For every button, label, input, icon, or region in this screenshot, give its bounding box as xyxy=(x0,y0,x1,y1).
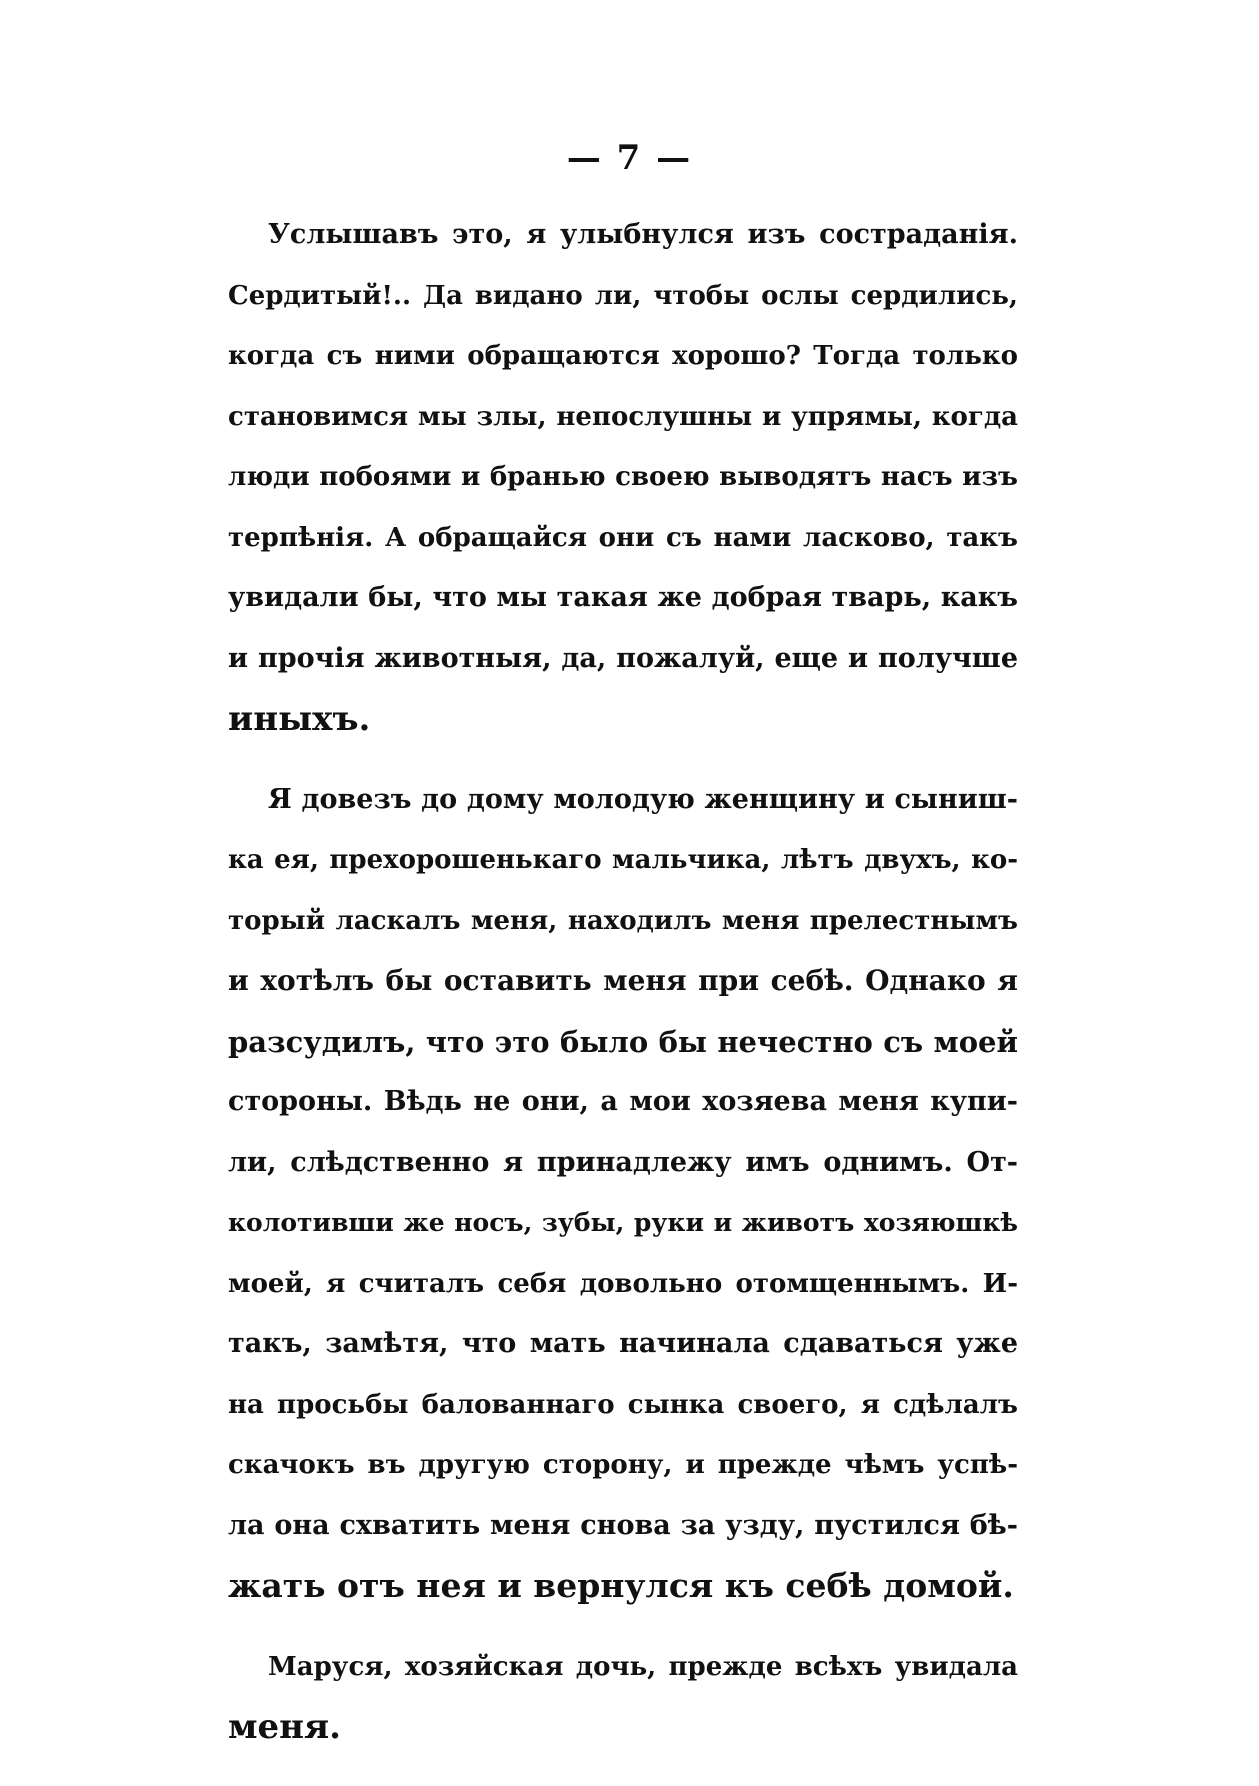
text-line: торый ласкалъ меня, находилъ меня прелестнымъ xyxy=(228,905,1018,936)
text-line: иныхъ. xyxy=(228,699,371,739)
text-line: жать отъ нея и вернулся къ себѣ домой. xyxy=(228,1566,1014,1605)
paragraph-gap xyxy=(228,1617,1018,1637)
text-line: скачокъ въ другую сторону, и прежде чѣмъ успѣ- xyxy=(228,1450,1018,1480)
text-line: Услышавъ это, я улыбнулся изъ состраданія. xyxy=(268,219,1018,250)
text-line: такъ, замѣтя, что мать начинала сдаваться уже xyxy=(228,1328,1018,1359)
text-line: люди побоями и бранью своею выводятъ насъ изъ xyxy=(228,462,1018,492)
paragraph-3 xyxy=(228,1637,1018,1758)
page-number: — 7 — xyxy=(566,138,693,178)
text-line: разсудилъ, что это было бы нечестно съ моей xyxy=(228,1024,1018,1059)
text-line: Я довезъ до дому молодую женщину и сыниш- xyxy=(268,783,1018,815)
text-line: когда съ ними обращаются хорошо? Тогда только xyxy=(228,341,1018,371)
paragraph-1 xyxy=(228,205,1018,750)
paragraph-2 xyxy=(228,770,1018,1617)
paragraph-gap xyxy=(228,750,1018,770)
text-line: стороны. Вѣдь не они, а мои хозяева меня купи- xyxy=(228,1086,1018,1117)
text-line: моей, я считалъ себя довольно отомщеннымъ. И- xyxy=(228,1268,1018,1299)
text-line: становимся мы злы, непослушны и упрямы, когда xyxy=(228,401,1018,432)
text-line: Маруся, хозяйская дочь, прежде всѣхъ увидала xyxy=(268,1651,1018,1682)
text-line: и прочія животныя, да, пожалуй, еще и получше xyxy=(228,642,1018,674)
text-line: ли, слѣдственно я принадлежу имъ однимъ. От- xyxy=(228,1146,1018,1178)
text-line: и хотѣлъ бы оставить меня при себѣ. Однако я xyxy=(228,964,1018,997)
text-line: терпѣнія. А обращайся они съ нами ласково, такъ xyxy=(228,522,1018,553)
text-line: колотивши же носъ, зубы, руки и животъ хозяюшкѣ xyxy=(228,1208,1018,1237)
text-line: меня. xyxy=(228,1707,342,1747)
text-line: Сердитый!.. Да видано ли, чтобы ослы сердились, xyxy=(228,280,1018,311)
text-line: ла она схватить меня снова за узду, пустился бѣ- xyxy=(228,1509,1018,1541)
text-line: увидали бы, что мы такая же добрая тварь, какъ xyxy=(228,582,1018,613)
text-line: ка ея, прехорошенькаго мальчика, лѣтъ двухъ, ко- xyxy=(228,845,1018,875)
text-line: на просьбы балованнаго сынка своего, я сдѣлалъ xyxy=(228,1389,1018,1420)
body-text xyxy=(228,205,1018,1758)
